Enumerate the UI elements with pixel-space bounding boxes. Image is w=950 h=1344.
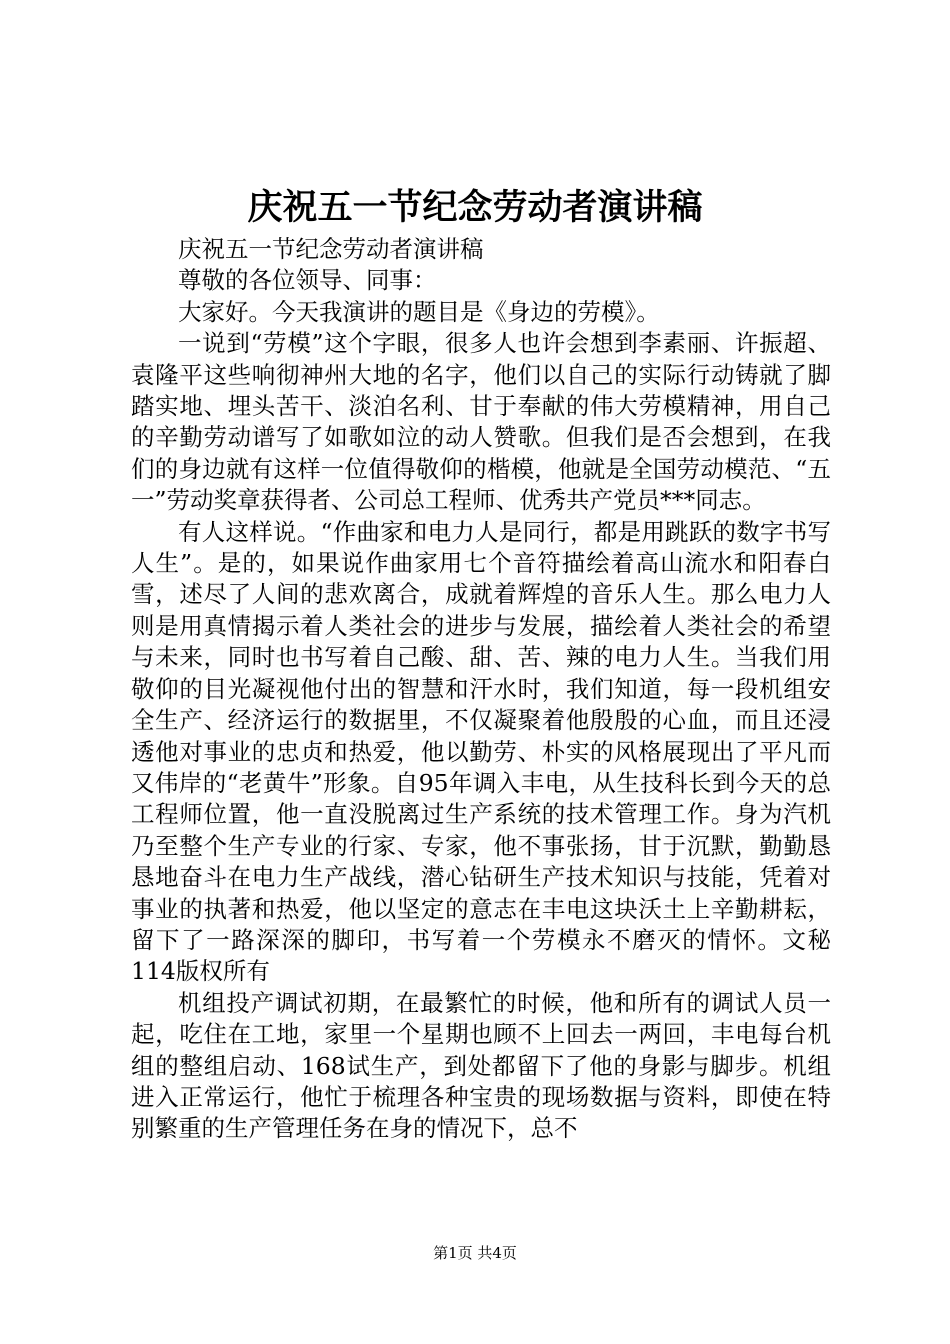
document-title: 庆祝五一节纪念劳动者演讲稿: [247, 187, 703, 228]
paragraph-salutation: 尊敬的各位领导、同事：: [178, 266, 437, 295]
paragraph-greeting: 大家好。今天我演讲的题目是《身边的劳模》。: [178, 297, 660, 326]
document-body: [131, 234, 831, 1145]
page-footer: 第1页 共4页: [433, 1244, 517, 1262]
paragraph-body: 有人这样说。“作曲家和电力人是同行，都是用跳跃的数字书写人生”。是的，如果说作曲家用七个音符描绘着高山流水和阳春白雪，述尽了人间的悲欢离合，成就着辉煌的音乐人生。那么电力人则是用真情揭示着人类社会的进步与发展，描绘着人类社会的希望与未来，同时也书写着自己酸、甜、苦、辣的电力人生。当我们用敬仰的目光凝视他付出的智慧和汗水时，我们知道，每一段机组安全生产、经济运行的数据里，不仅凝聚着他殷殷的心血，而且还浸透他对事业的忠贞和热爱，他以勤劳、朴实的风格展现出了平凡而又伟岸的“老黄牛”形象。自95年调入丰电，从生技科长到今天的总工程师位置，他一直没脱离过生产系统的技术管理工作。身为汽机乃至整个生产专业的行家、专家，他不事张扬，甘于沉默，勤勤恳恳地奋斗在电力生产战线，潜心钻研生产技术知识与技能，凭着对事业的执著和热爱，他以坚定的意志在丰电这块沃土上辛勤耕耘，留下了一路深深的脚印，书写着一个劳模永不磨灭的情怀。文秘114版权所有: [131, 517, 831, 986]
paragraph-body: 一说到“劳模”这个字眼，很多人也许会想到李素丽、许振超、袁隆平这些响彻神州大地的名字，他们以自己的实际行动铸就了脚踏实地、埋头苦干、淡泊名利、甘于奉献的伟大劳模精神，用自己的辛勤劳动谱写了如歌如泣的动人赞歌。但我们是否会想到，在我们的身边就有这样一位值得敬仰的楷模，他就是全国劳动模范、“五一”劳动奖章获得者、公司总工程师、优秀共产党员***同志。: [131, 329, 831, 515]
paragraph-heading-repeat: 庆祝五一节纪念劳动者演讲稿: [178, 235, 484, 263]
paragraph-body: 机组投产调试初期，在最繁忙的时候，他和所有的调试人员一起，吃住在工地，家里一个星期也顾不上回去一两回，丰电每台机组的整组启动、168试生产，到处都留下了他的身影与脚步。机组进入正常运行，他忙于梳理各种宝贵的现场数据与资料，即使在特别繁重的生产管理任务在身的情况下，总不: [131, 988, 831, 1143]
